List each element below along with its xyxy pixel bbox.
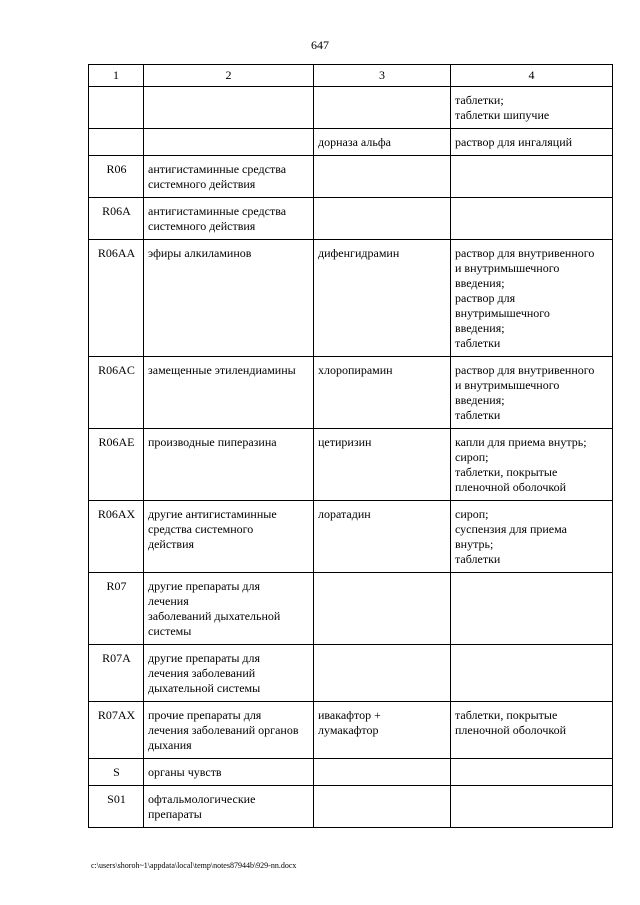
name-cell <box>144 129 314 156</box>
code-cell <box>89 357 144 429</box>
cell-text-line: R07AX <box>97 708 136 722</box>
cell-text-line: лечения заболеваний органов <box>148 723 299 737</box>
code-cell <box>89 129 144 156</box>
cell-text-line: цетиризин <box>318 435 372 449</box>
cell-text-line: таблетки <box>455 552 501 566</box>
name-cell <box>144 429 314 501</box>
code-cell <box>89 645 144 702</box>
cell-text-line: системы <box>148 624 192 638</box>
cell-text-line: R06AC <box>98 363 135 377</box>
cell-text-line: пленочной оболочкой <box>455 480 567 494</box>
cell-text-line: раствор для внутривенного <box>455 363 595 377</box>
form-cell <box>451 786 613 828</box>
form-cell <box>451 573 613 645</box>
cell-text-line: офтальмологические <box>148 792 256 806</box>
cell-text-line: раствор для <box>455 291 516 305</box>
cell-text-line: заболеваний дыхательной <box>148 609 281 623</box>
name-cell <box>144 357 314 429</box>
code-cell <box>89 573 144 645</box>
table-row <box>89 87 613 129</box>
cell-text-line: лоратадин <box>318 507 371 521</box>
cell-text-line: R06A <box>102 204 131 218</box>
drug-classification-table <box>88 64 613 828</box>
drug-cell <box>314 198 451 240</box>
form-cell <box>451 240 613 357</box>
cell-text-line: введения; <box>455 321 505 335</box>
drug-cell <box>314 240 451 357</box>
cell-text-line: органы чувств <box>148 765 222 779</box>
header-cell-4: 4 <box>451 65 613 87</box>
cell-text-line: R06 <box>106 162 127 176</box>
cell-text-line: внутрь; <box>455 537 494 551</box>
table-row <box>89 759 613 786</box>
form-cell <box>451 156 613 198</box>
drug-cell <box>314 129 451 156</box>
table-header-row <box>89 65 613 87</box>
cell-text-line: и внутримышечного <box>455 378 560 392</box>
cell-text-line: дыхательной системы <box>148 681 261 695</box>
code-cell <box>89 240 144 357</box>
form-cell <box>451 501 613 573</box>
cell-text-line: антигистаминные средства <box>148 162 287 176</box>
cell-text-line: таблетки <box>455 336 501 350</box>
cell-text-line: S <box>113 765 120 779</box>
cell-text-line: действия <box>148 537 195 551</box>
cell-text-line: раствор для внутривенного <box>455 246 595 260</box>
form-cell <box>451 129 613 156</box>
cell-text-line: дыхания <box>148 738 192 752</box>
cell-text-line: внутримышечного <box>455 306 550 320</box>
form-cell <box>451 759 613 786</box>
drug-cell <box>314 645 451 702</box>
table-row <box>89 645 613 702</box>
table-row <box>89 357 613 429</box>
code-cell <box>89 198 144 240</box>
form-cell <box>451 429 613 501</box>
form-cell <box>451 702 613 759</box>
cell-text-line: пленочной оболочкой <box>455 723 567 737</box>
cell-text-line: системного действия <box>148 219 256 233</box>
cell-text-line: препараты <box>148 807 202 821</box>
cell-text-line: лумакафтор <box>318 723 379 737</box>
drug-cell <box>314 87 451 129</box>
name-cell <box>144 156 314 198</box>
drug-cell <box>314 429 451 501</box>
code-cell <box>89 87 144 129</box>
drug-cell <box>314 759 451 786</box>
cell-text-line: капли для приема внутрь; <box>455 435 587 449</box>
form-cell <box>451 357 613 429</box>
page-number: 647 <box>311 38 329 52</box>
cell-text-line: антигистаминные средства <box>148 204 287 218</box>
cell-text-line: таблетки, покрытые <box>455 465 558 479</box>
cell-text-line: производные пиперазина <box>148 435 277 449</box>
table-row <box>89 240 613 357</box>
cell-text-line: R06AA <box>97 246 136 260</box>
cell-text-line: таблетки, покрытые <box>455 708 558 722</box>
table-row <box>89 429 613 501</box>
cell-text-line: замещенные этилендиамины <box>148 363 296 377</box>
cell-text-line: R07 <box>106 579 127 593</box>
cell-text-line: лечения заболеваний <box>148 666 256 680</box>
cell-text-line: введения; <box>455 276 505 290</box>
name-cell <box>144 501 314 573</box>
table-row <box>89 156 613 198</box>
drug-cell <box>314 501 451 573</box>
table-row <box>89 786 613 828</box>
name-cell <box>144 240 314 357</box>
form-cell <box>451 645 613 702</box>
cell-text-line: лечения <box>148 594 189 608</box>
table-row <box>89 573 613 645</box>
name-cell <box>144 645 314 702</box>
name-cell <box>144 198 314 240</box>
code-cell <box>89 429 144 501</box>
drug-cell <box>314 357 451 429</box>
code-cell <box>89 786 144 828</box>
cell-text-line: дифенгидрамин <box>318 246 400 260</box>
cell-text-line: хлоропирамин <box>318 363 393 377</box>
cell-text-line: R06AX <box>97 507 136 521</box>
form-cell <box>451 87 613 129</box>
table-row <box>89 129 613 156</box>
cell-text-line: другие препараты для <box>148 579 261 593</box>
code-cell <box>89 501 144 573</box>
cell-text-line: средства системного <box>148 522 254 536</box>
footer-file-path: c:\users\shoroh~1\appdata\local\temp\notes87944b\929-nn.docx <box>91 861 297 870</box>
drug-cell <box>314 156 451 198</box>
cell-text-line: прочие препараты для <box>148 708 262 722</box>
cell-text-line: суспензия для приема <box>455 522 567 536</box>
code-cell <box>89 702 144 759</box>
name-cell <box>144 87 314 129</box>
name-cell <box>144 786 314 828</box>
code-cell <box>89 759 144 786</box>
cell-text-line: R06AE <box>98 435 135 449</box>
cell-text-line: сироп; <box>455 450 489 464</box>
cell-text-line: таблетки шипучие <box>455 108 550 122</box>
cell-text-line: таблетки; <box>455 93 504 107</box>
drug-cell <box>314 786 451 828</box>
cell-text-line: раствор для ингаляций <box>455 135 573 149</box>
cell-text-line: другие антигистаминные <box>148 507 277 521</box>
drug-cell <box>314 702 451 759</box>
cell-text-line: системного действия <box>148 177 256 191</box>
header-cell-1: 1 <box>89 65 144 87</box>
cell-text-line: другие препараты для <box>148 651 261 665</box>
name-cell <box>144 702 314 759</box>
header-cell-3: 3 <box>314 65 451 87</box>
cell-text-line: сироп; <box>455 507 489 521</box>
name-cell <box>144 573 314 645</box>
header-cell-2: 2 <box>144 65 314 87</box>
cell-text-line: введения; <box>455 393 505 407</box>
cell-text-line: эфиры алкиламинов <box>148 246 252 260</box>
drug-cell <box>314 573 451 645</box>
cell-text-line: таблетки <box>455 408 501 422</box>
table-row <box>89 702 613 759</box>
cell-text-line: S01 <box>107 792 126 806</box>
cell-text-line: дорназа альфа <box>318 135 391 149</box>
table-row <box>89 501 613 573</box>
name-cell <box>144 759 314 786</box>
table-row <box>89 198 613 240</box>
code-cell <box>89 156 144 198</box>
cell-text-line: R07A <box>102 651 131 665</box>
cell-text-line: ивакафтор + <box>318 708 381 722</box>
form-cell <box>451 198 613 240</box>
cell-text-line: и внутримышечного <box>455 261 560 275</box>
